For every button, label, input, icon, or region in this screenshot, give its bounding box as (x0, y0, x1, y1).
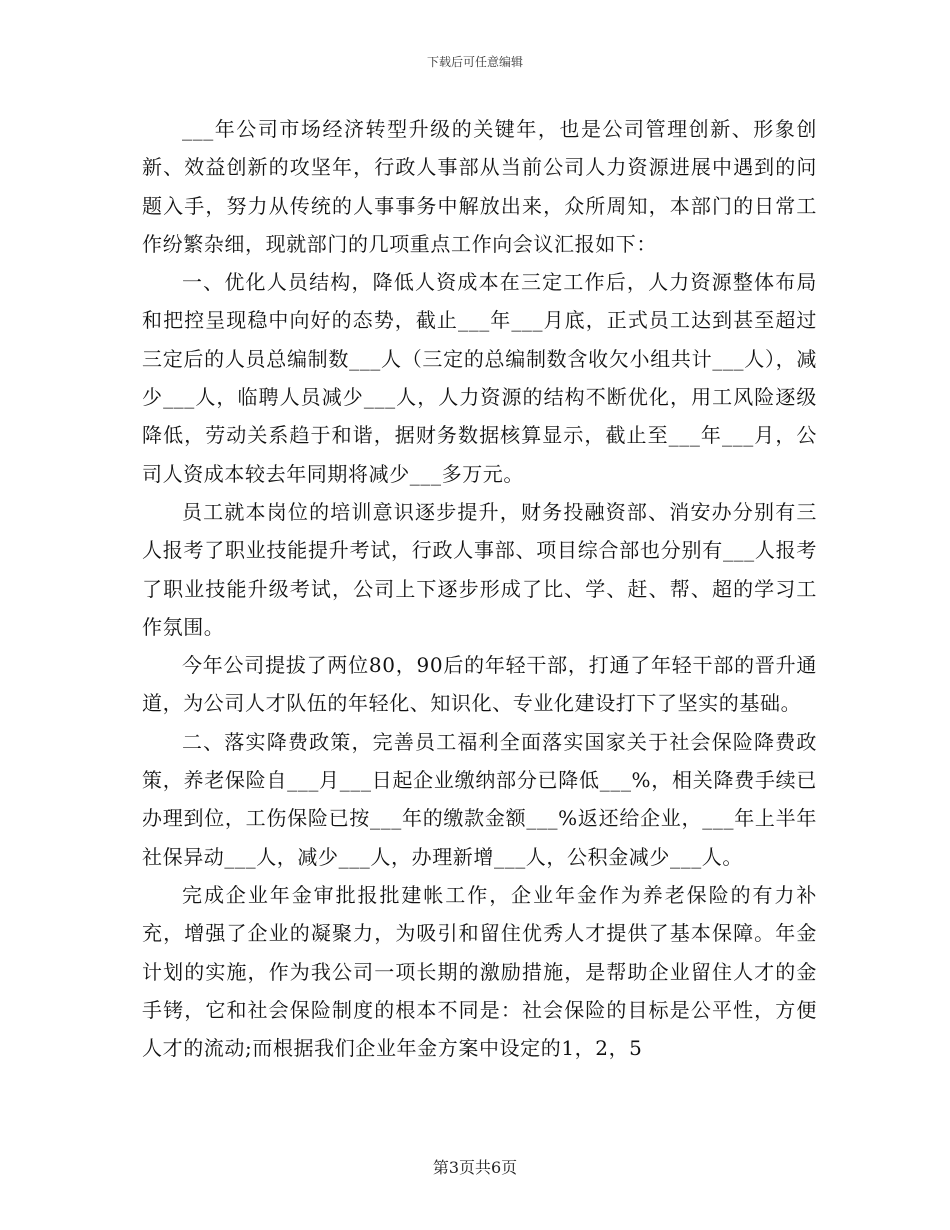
paragraph-intro: ___年公司市场经济转型升级的关键年，也是公司管理创新、形象创新、效益创新的攻坚年，行政人事部从当前公司人力资源进展中遇到的问题入手，努力从传统的人事事务中解放出来，众所周知，本部门的日常工作纷繁杂细，现就部门的几项重点工作向会议汇报如下： (142, 117, 817, 256)
paragraph-staff-structure: 一、优化人员结构，降低人资成本在三定工作后，人力资源整体布局和把控呈现稳中向好的态势，截止___年___月底，正式员工达到甚至超过三定后的人员总编制数___人（三定的总编制数含收欠小组共计___人），减少___人，临聘人员减少___人，人力资源的结构不断优化，用工风险逐级降低，劳动关系趋于和谐，据财务数据核算显示，截止至___年___月，公司人资成本较去年同期将减少___多万元。 (142, 270, 817, 486)
document-body (142, 110, 817, 1067)
page-footer: 第3页共6页 (432, 1158, 518, 1177)
paragraph-fee-policy: 二、落实降费政策，完善员工福利全面落实国家关于社会保险降费政策，养老保险自___月___日起企业缴纳部分已降低___%，相关降费手续已办理到位，工伤保险已按___年的缴款金额___%返还给企业，___年上半年社保异动___人，减少___人，办理新增___人，公积金减少___人。 (142, 729, 817, 869)
paragraph-promotion: 今年公司提拔了两位80，90后的年轻干部，打通了年轻干部的晋升通道，为公司人才队伍的年轻化、知识化、专业化建设打下了坚实的基础。 (142, 653, 817, 716)
paragraph-training: 员工就本岗位的培训意识逐步提升，财务投融资部、消安办分别有三人报考了职业技能提升考试，行政人事部、项目综合部也分别有___人报考了职业技能升级考试，公司上下逐步形成了比、学、赶、帮、超的学习工作氛围。 (142, 499, 817, 639)
paragraph-annuity: 完成企业年金审批报批建帐工作，企业年金作为养老保险的有力补充，增强了企业的凝聚力，为吸引和留住优秀人才提供了基本保障。年金计划的实施，作为我公司一项长期的激励措施，是帮助企业留住人才的金手铐，它和社会保险制度的根本不同是：社会保险的目标是公平性，方便人才的流动;而根据我们企业年金方案中设定的1，2，5 (142, 882, 817, 1061)
page-header: 下载后可任意编辑 (426, 55, 523, 69)
